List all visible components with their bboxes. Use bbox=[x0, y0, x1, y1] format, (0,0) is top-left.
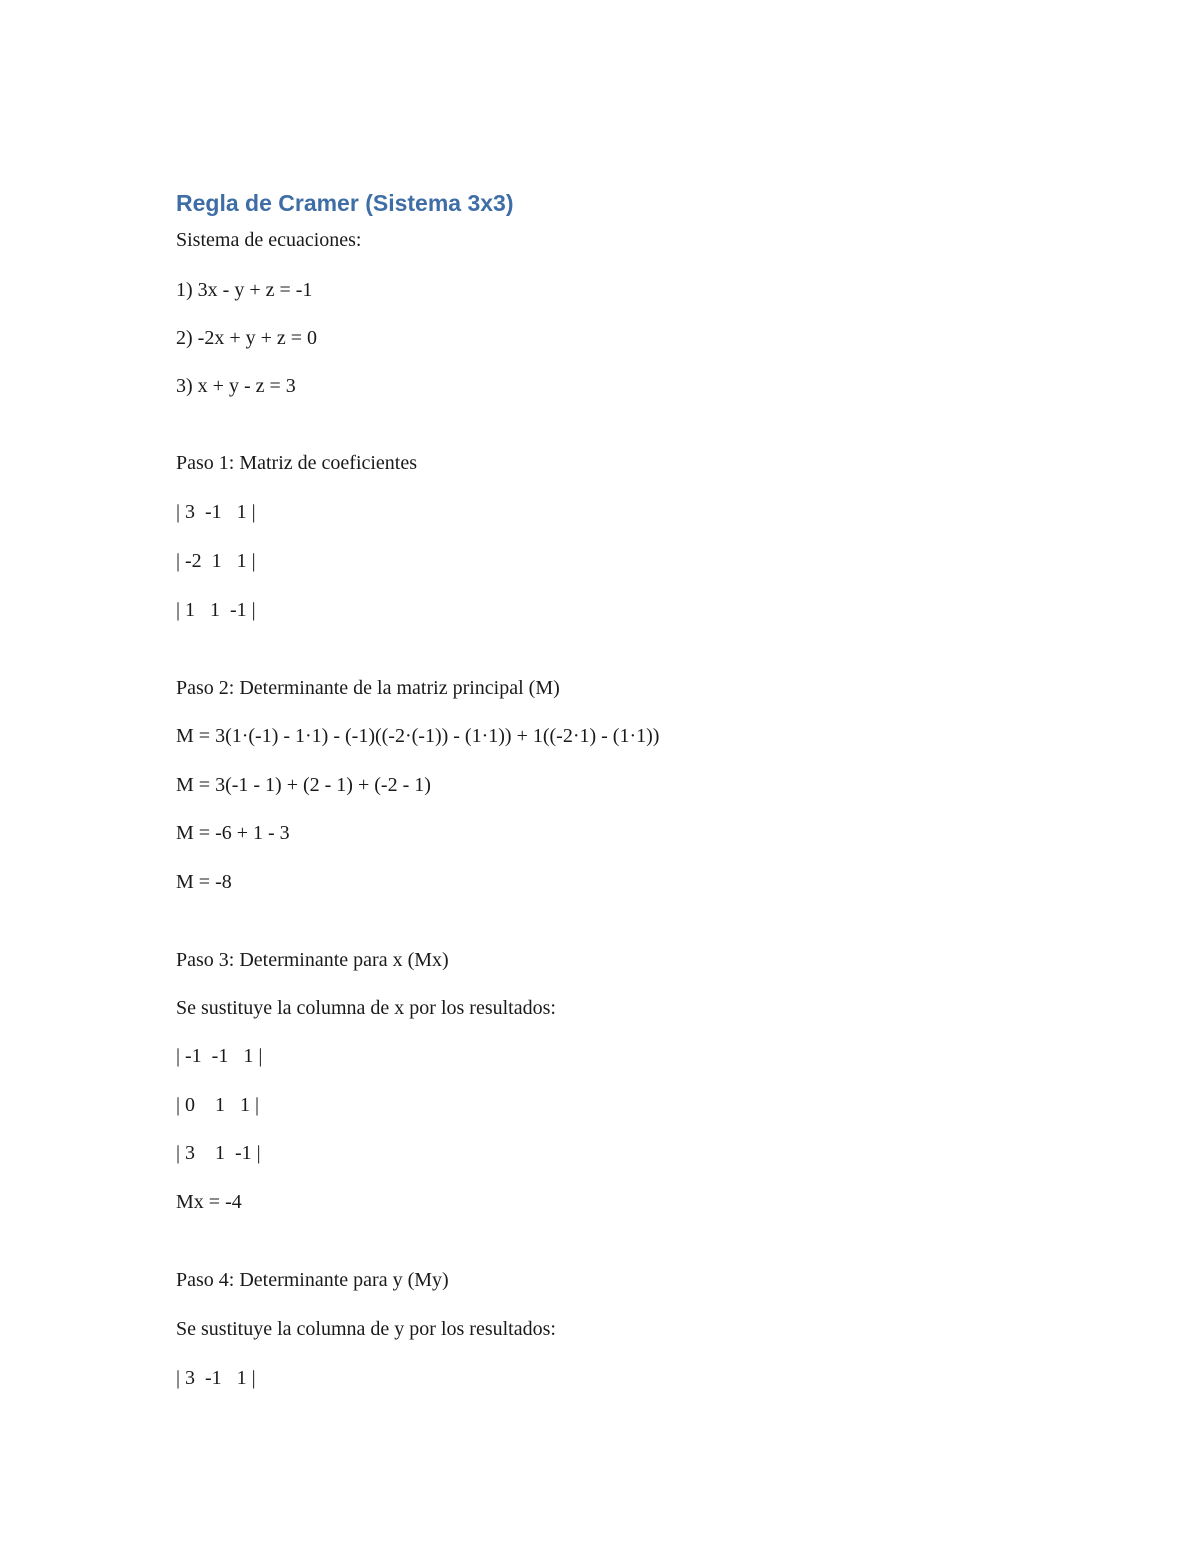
equation-3: 3) x + y - z = 3 bbox=[176, 375, 296, 397]
mx-matrix-row-3: | 3 1 -1 | bbox=[176, 1142, 261, 1164]
determinant-step-1: M = 3(-1 - 1) + (2 - 1) + (-2 - 1) bbox=[176, 774, 431, 796]
mx-matrix-row-1: | -1 -1 1 | bbox=[176, 1045, 263, 1067]
my-matrix-row-1: | 3 -1 1 | bbox=[176, 1367, 256, 1389]
step-2-heading: Paso 2: Determinante de la matriz principal (M) bbox=[176, 677, 560, 699]
equation-2: 2) -2x + y + z = 0 bbox=[176, 327, 318, 349]
step-4-heading: Paso 4: Determinante para y (My) bbox=[176, 1269, 449, 1291]
document-title: Regla de Cramer (Sistema 3x3) bbox=[176, 190, 514, 216]
step-4-description: Se sustituye la columna de y por los resultados: bbox=[176, 1318, 556, 1340]
equation-1: 1) 3x - y + z = -1 bbox=[176, 279, 313, 301]
mx-result: Mx = -4 bbox=[176, 1191, 242, 1213]
mx-matrix-row-2: | 0 1 1 | bbox=[176, 1094, 260, 1116]
step-3-description: Se sustituye la columna de x por los resultados: bbox=[176, 997, 556, 1019]
determinant-result: M = -8 bbox=[176, 871, 232, 893]
matrix-row-1: | 3 -1 1 | bbox=[176, 501, 256, 523]
step-3-heading: Paso 3: Determinante para x (Mx) bbox=[176, 949, 449, 971]
determinant-expansion: M = 3(1·(-1) - 1·1) - (-1)((-2·(-1)) - (1·1)) + 1((-2·1) - (1·1)) bbox=[176, 725, 660, 747]
matrix-row-2: | -2 1 1 | bbox=[176, 550, 256, 572]
system-heading: Sistema de ecuaciones: bbox=[176, 229, 362, 251]
matrix-row-3: | 1 1 -1 | bbox=[176, 599, 256, 621]
determinant-step-2: M = -6 + 1 - 3 bbox=[176, 822, 290, 844]
step-1-heading: Paso 1: Matriz de coeficientes bbox=[176, 452, 418, 474]
